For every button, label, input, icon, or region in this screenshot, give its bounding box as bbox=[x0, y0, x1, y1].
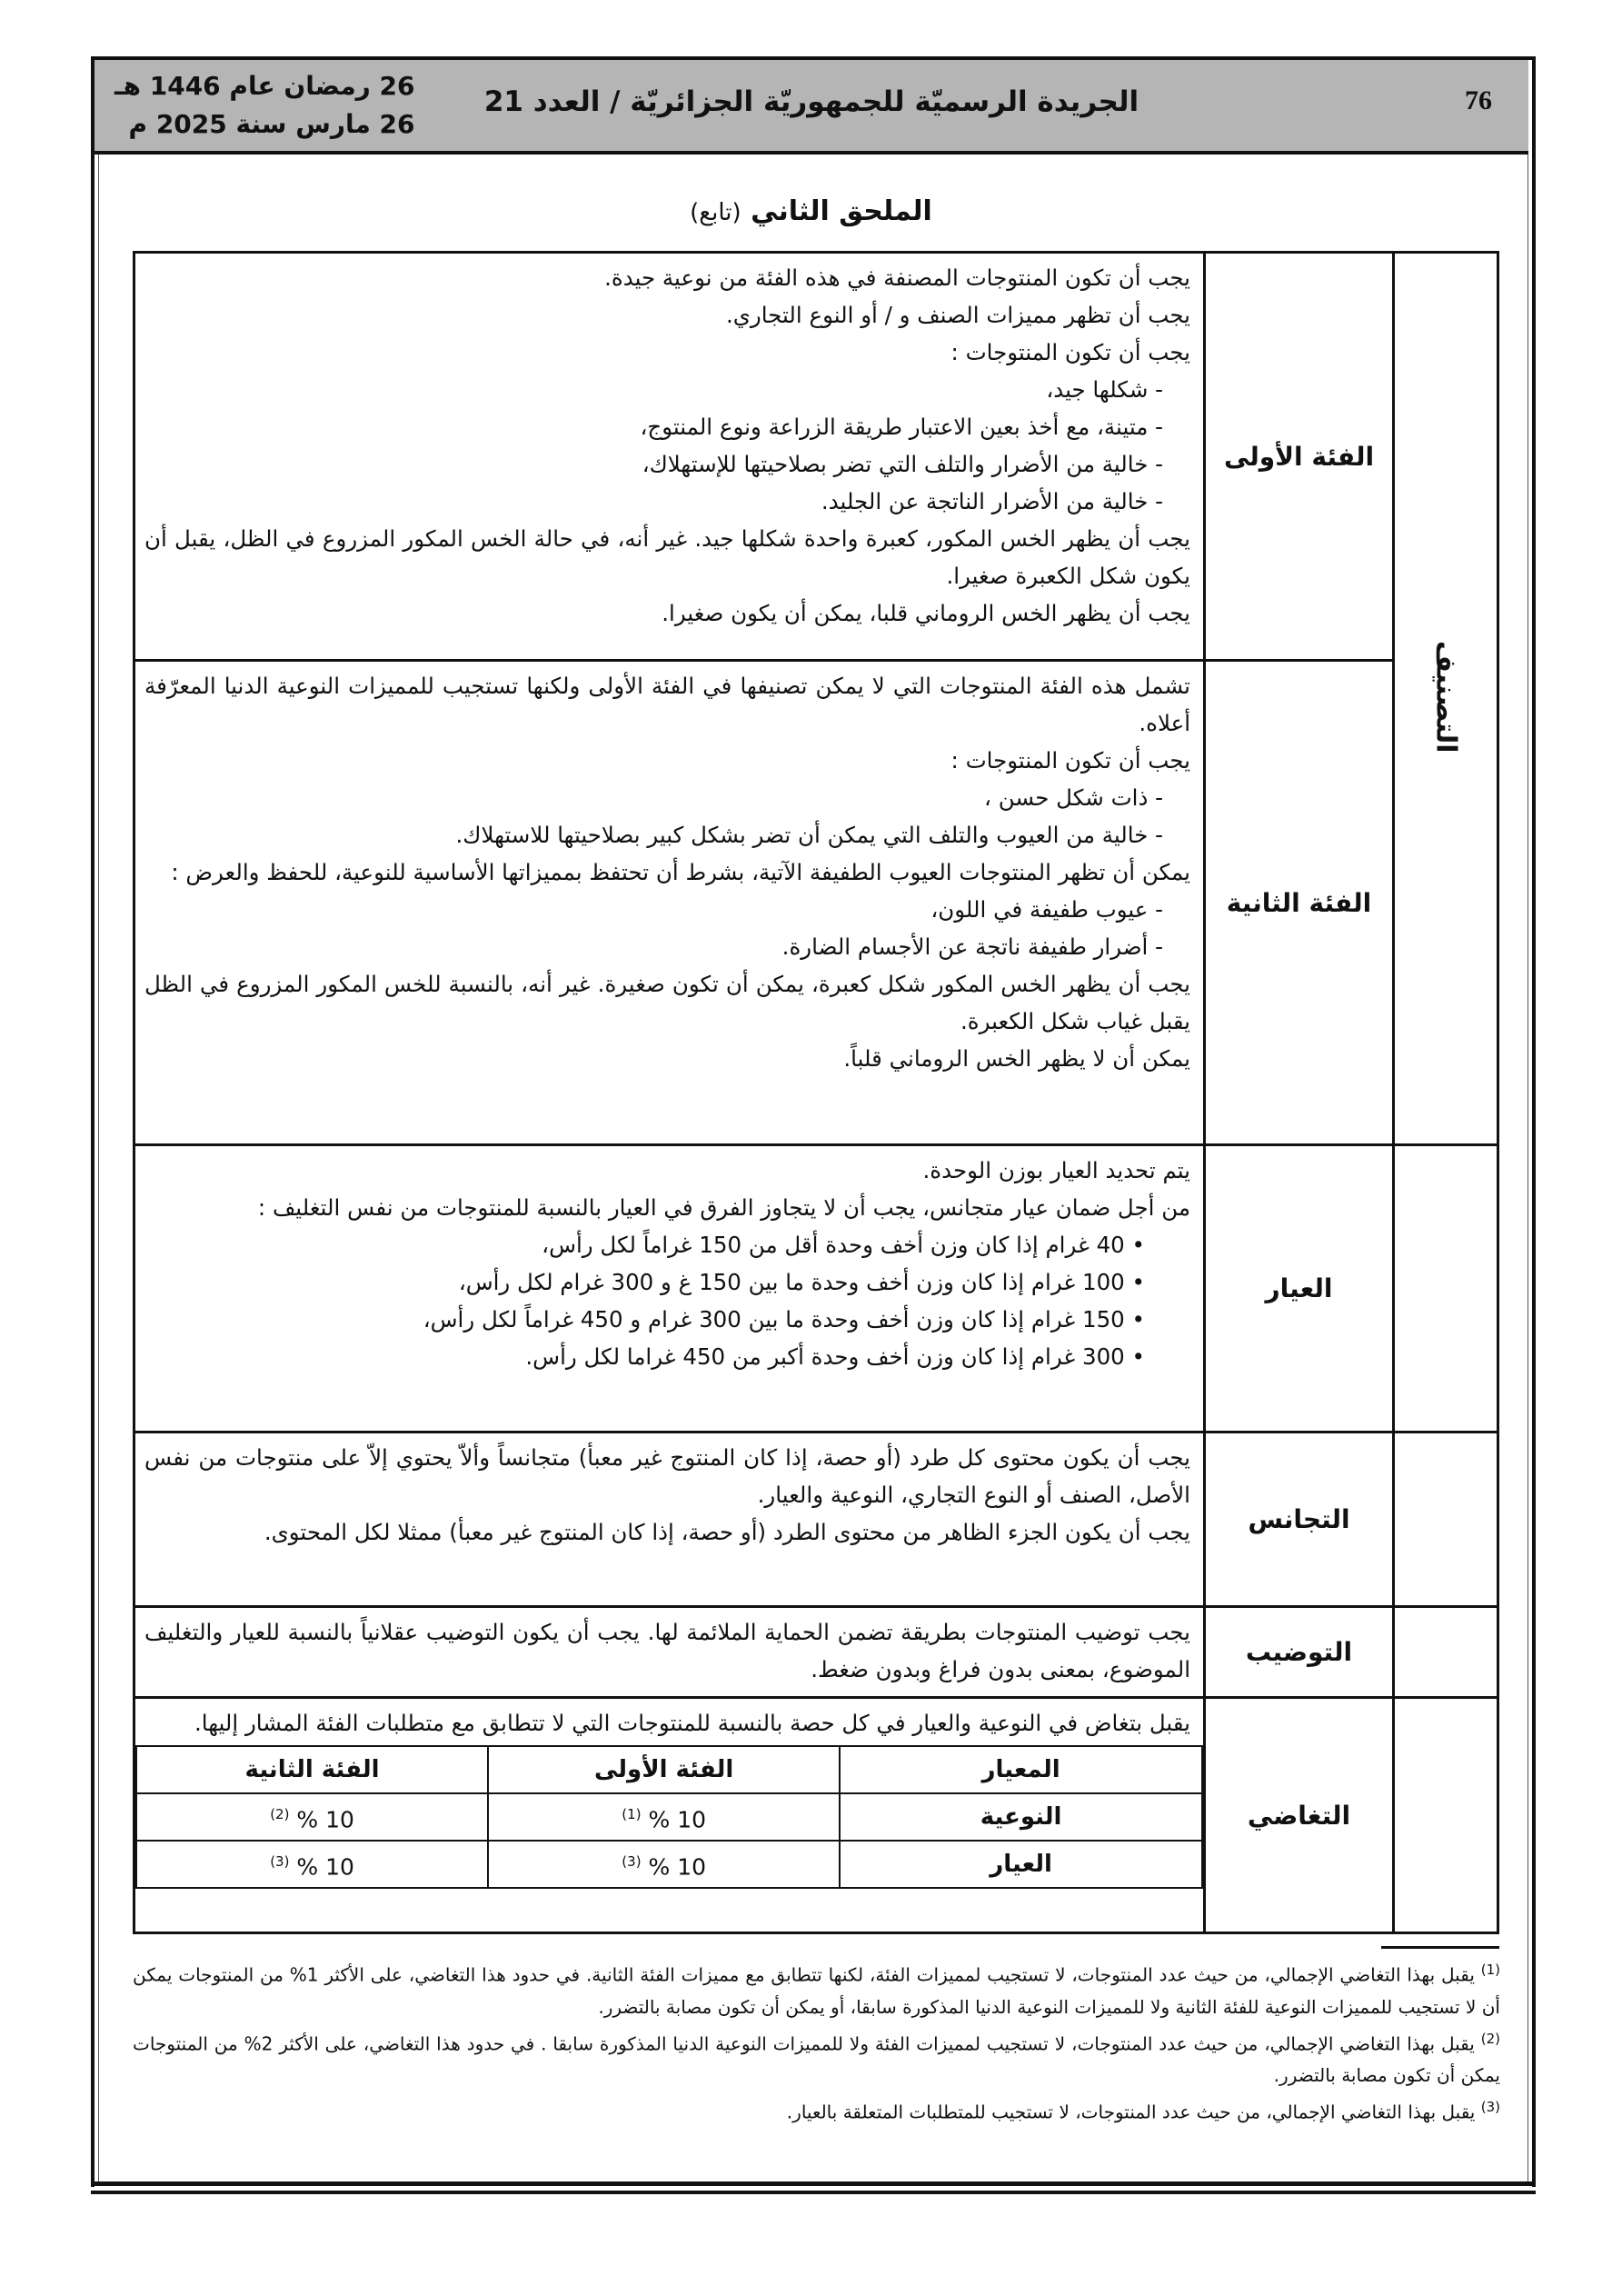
content-line: • 300 غرام إذا كان وزن أخف وحدة أكبر من 450 غراما لكل رأس. bbox=[525, 1343, 1145, 1370]
table-row bbox=[134, 1698, 1498, 1933]
content-line: يجب أن يظهر الخس المكور شكل كعبرة، يمكن أن تكون صغيرة. غير أنه، بالنسبة للخس المكور المزروع في الظل يقبل غياب شكل الكعبرة. bbox=[144, 971, 1190, 1034]
row-label: الفئة الأولى bbox=[1205, 253, 1394, 661]
issue-date bbox=[114, 67, 415, 144]
content-line: يمكن أن تظهر المنتوجات العيوب الطفيفة الآتية، بشرط أن تحتفظ بمميزاتها الأساسية للنوعية، للحفظ والعرض : bbox=[171, 859, 1190, 885]
content-line: يقبل بتغاض في النوعية والعيار في كل حصة بالنسبة للمنتوجات التي لا تتطابق مع متطلبات الفئة المشار إليها. bbox=[194, 1710, 1190, 1736]
row-content bbox=[134, 1145, 1205, 1433]
row-label: العيار bbox=[1205, 1145, 1394, 1433]
criterion: النوعية bbox=[840, 1793, 1202, 1841]
footnote bbox=[133, 2091, 1500, 2129]
classification-cell bbox=[1394, 253, 1498, 1145]
table-row bbox=[134, 253, 1498, 661]
content-line: - شكلها جيد، bbox=[1046, 376, 1163, 403]
content-line: - ذات شكل حسن ، bbox=[984, 784, 1163, 811]
content-line: - أضرار طفيفة ناتجة عن الأجسام الضارة. bbox=[781, 933, 1163, 960]
content-line: يجب أن تظهر مميزات الصنف و / أو النوع التجاري. bbox=[725, 302, 1190, 328]
row-label: الفئة الثانية bbox=[1205, 661, 1394, 1145]
footnote-mark: (3) bbox=[1480, 2099, 1500, 2116]
content-line: - عيوب طفيفة في اللون، bbox=[930, 896, 1163, 923]
content-line: يجب أن تكون المنتوجات المصنفة في هذه الفئة من نوعية جيدة. bbox=[604, 265, 1190, 291]
content-line: • 100 غرام إذا كان وزن أخف وحدة ما بين 150 غ و 300 غرام لكل رأس، bbox=[458, 1269, 1145, 1295]
row-content bbox=[134, 1433, 1205, 1607]
content-line: • 150 غرام إذا كان وزن أخف وحدة ما بين 300 غرام و 450 غراماً لكل رأس، bbox=[423, 1306, 1145, 1333]
first-class-value bbox=[488, 1793, 840, 1841]
value: 10 % bbox=[296, 1853, 354, 1881]
footnote-ref: (2) bbox=[270, 1805, 290, 1822]
date-gregorian: 26 مارس سنة 2025 م bbox=[128, 109, 415, 139]
table-row bbox=[134, 1433, 1498, 1607]
footnotes bbox=[133, 1954, 1500, 2129]
second-class-value bbox=[136, 1793, 488, 1841]
row-content bbox=[134, 1698, 1205, 1933]
value: 10 % bbox=[648, 1853, 707, 1881]
first-class-value bbox=[488, 1841, 840, 1888]
content-line: يمكن أن لا يظهر الخس الروماني قلباً. bbox=[843, 1045, 1190, 1072]
footnote bbox=[133, 2023, 1500, 2092]
content-line: يجب أن تكون المنتوجات : bbox=[950, 747, 1190, 774]
footnote bbox=[133, 1954, 1500, 2023]
content-line: يجب توضيب المنتوجات بطريقة تضمن الحماية الملائمة لها. يجب أن يكون التوضيب عقلانياً بالنسبة للعيار والتغليف الموضوع، بمعنى بدون فراغ وبدون ضغط. bbox=[144, 1619, 1190, 1682]
row-label: التوضيب bbox=[1205, 1607, 1394, 1698]
row-content bbox=[134, 253, 1205, 661]
row-label: التغاضي bbox=[1205, 1698, 1394, 1933]
table-row bbox=[134, 1607, 1498, 1698]
table-row bbox=[134, 661, 1498, 1145]
second-class-value bbox=[136, 1841, 488, 1888]
footnote-mark: (2) bbox=[1480, 2030, 1500, 2047]
content-line: - خالية من الأضرار والتلف التي تضر بصلاحيتها للإستهلاك، bbox=[642, 451, 1163, 477]
row-content bbox=[134, 1607, 1205, 1698]
row-content bbox=[134, 661, 1205, 1145]
tolerance-row bbox=[136, 1841, 1202, 1888]
content-line: يجب أن تكون المنتوجات : bbox=[950, 339, 1190, 365]
tolerance-table bbox=[135, 1745, 1203, 1889]
content-line: يتم تحديد العيار بوزن الوحدة. bbox=[922, 1157, 1190, 1183]
table-row bbox=[134, 1145, 1498, 1433]
content-line: يجب أن يظهر الخس الروماني قلبا، يمكن أن يكون صغيرا. bbox=[662, 600, 1190, 626]
classification-label: التصنيف bbox=[1429, 640, 1462, 754]
tolerance-row bbox=[136, 1793, 1202, 1841]
content-line: يجب أن يظهر الخس المكور، كعبرة واحدة شكلها جيد. غير أنه، في حالة الخس المكور المزروع في الظل، يقبل أن يكون شكل الكعبرة صغيرا. bbox=[144, 525, 1190, 589]
page-number: 76 bbox=[1465, 85, 1492, 115]
value: 10 % bbox=[296, 1806, 354, 1833]
content-line: يجب أن يكون محتوى كل طرد (أو حصة، إذا كان المنتوج غير معبأ) متجانساً وألاّ يحتوي إلاّ على منتوجات من نفس الأصل، الصنف أو النوع التجاري، النوعية والعيار. bbox=[144, 1444, 1190, 1508]
bottom-rule bbox=[91, 2181, 1536, 2186]
date-hijri: 26 رمضان عام 1446 هـ bbox=[114, 71, 415, 101]
content-line: - متينة، مع أخذ بعين الاعتبار طريقة الزراعة ونوع المنتوج، bbox=[640, 414, 1163, 440]
empty-cell bbox=[1394, 1607, 1498, 1698]
content-line: يجب أن يكون الجزء الظاهر من محتوى الطرد (أو حصة، إذا كان المنتوج غير معبأ) ممثلا لكل المحتوى. bbox=[264, 1519, 1190, 1545]
content-line: - خالية من العيوب والتلف التي يمكن أن تضر بشكل كبير بصلاحيتها للاستهلاك. bbox=[455, 822, 1163, 848]
footnote-separator bbox=[1381, 1946, 1499, 1949]
content-line: من أجل ضمان عيار متجانس، يجب أن لا يتجاوز الفرق في العيار بالنسبة للمنتوجات من نفس التغليف : bbox=[257, 1194, 1190, 1221]
criterion: العيار bbox=[840, 1841, 1202, 1888]
content-line: تشمل هذه الفئة المنتوجات التي لا يمكن تصنيفها في الفئة الأولى ولكنها تستجيب للمميزات النوعية الدنيا المعرّفة أعلاه. bbox=[144, 673, 1190, 736]
bottom-rule bbox=[91, 2191, 1536, 2194]
footnote-text: يقبل بهذا التغاضي الإجمالي، من حيث عدد المنتوجات، لا تستجيب لمميزات الفئة، لكنها تتطابق مع مميزات الفئة الثانية. في حدود هذا التغاضي، على الأكثر 1% من المنتوجات يمكن أن لا تستجيب للمميزات النوعية للفئة الثانية ولا للمميزات النوعية الدنيا المذكورة سابقا، أو يمكن أن تكون مصابة بالتضرر. bbox=[133, 1963, 1500, 2018]
empty-cell bbox=[1394, 1145, 1498, 1433]
empty-cell bbox=[1394, 1433, 1498, 1607]
journal-title: الجريدة الرسميّة للجمهوريّة الجزائريّة / العدد 21 bbox=[483, 85, 1139, 118]
standards-table bbox=[133, 251, 1499, 1934]
footnote-mark: (1) bbox=[1480, 1962, 1500, 1978]
page-header bbox=[95, 60, 1528, 155]
footnote-ref: (3) bbox=[270, 1852, 290, 1870]
content-line: • 40 غرام إذا كان وزن أخف وحدة أقل من 150 غراماً لكل رأس، bbox=[542, 1232, 1145, 1258]
annex-title bbox=[0, 195, 1622, 227]
tolerance-header: المعيار bbox=[840, 1746, 1202, 1793]
tolerance-header: الفئة الثانية bbox=[136, 1746, 488, 1793]
footnote-text: يقبل بهذا التغاضي الإجمالي، من حيث عدد المنتوجات، لا تستجيب للمتطلبات المتعلقة بالعيار. bbox=[786, 2101, 1476, 2123]
footnote-ref: (1) bbox=[622, 1805, 642, 1822]
annex-title-sub: (تابع) bbox=[690, 199, 741, 226]
footnote-ref: (3) bbox=[622, 1852, 642, 1870]
annex-title-main: الملحق الثاني bbox=[751, 195, 932, 227]
content-line: - خالية من الأضرار الناتجة عن الجليد. bbox=[821, 488, 1163, 514]
value: 10 % bbox=[648, 1806, 707, 1833]
tolerance-header: الفئة الأولى bbox=[488, 1746, 840, 1793]
row-label: التجانس bbox=[1205, 1433, 1394, 1607]
empty-cell bbox=[1394, 1698, 1498, 1933]
footnote-text: يقبل بهذا التغاضي الإجمالي، من حيث عدد المنتوجات، لا تستجيب لمميزات الفئة ولا للمميزات النوعية الدنيا المذكورة سابقا . في حدود هذا التغاضي، على الأكثر 2% من المنتوجات يمكن أن تكون مصابة بالتضرر. bbox=[133, 2032, 1500, 2087]
